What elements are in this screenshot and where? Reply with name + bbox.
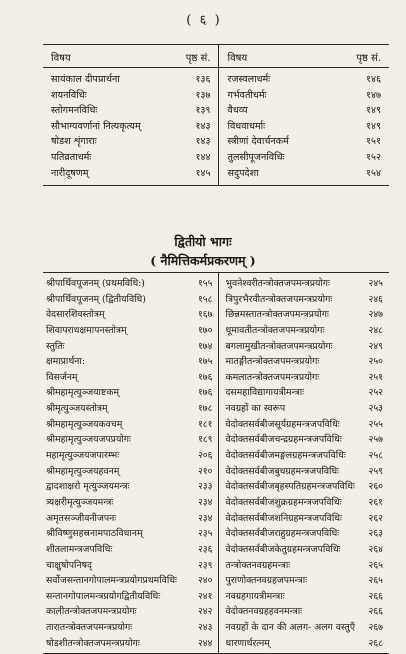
entry-page: १३६	[195, 74, 211, 85]
entry-title: छिन्नमस्तातन्त्रोक्तजपमन्त्रप्रयोगः	[225, 309, 329, 321]
entry-title: विधवाधर्माः	[227, 120, 266, 132]
entry-page: २४९	[368, 340, 383, 352]
index-entry	[43, 589, 218, 605]
entry-page: १५५	[197, 278, 213, 289]
entry-page: २४३	[197, 622, 213, 634]
index-entry	[43, 88, 218, 104]
entry-page: २३४	[197, 496, 213, 508]
entry-page: २५२	[368, 387, 383, 399]
entry-title: बगलामुखीतन्त्रोक्तजपमन्त्रप्रयोगः	[225, 340, 333, 352]
index-entry	[219, 589, 389, 605]
index-entry	[43, 542, 218, 558]
entry-title: वेदोक्तसर्वबीजबृहस्पतिग्रहमन्त्रजपविधिः	[225, 481, 355, 493]
entry-title: विसर्जनम्	[46, 371, 78, 383]
header-subject: विषय	[51, 53, 71, 64]
entry-page: १८९	[197, 434, 213, 446]
index-entry	[219, 119, 389, 135]
entry-page: २३६	[197, 543, 213, 555]
entry-title: त्र्यक्षरीमृत्युञ्जयमन्त्रः	[46, 496, 114, 508]
entry-page: २६२	[368, 512, 383, 524]
header-subject: विषय	[227, 53, 248, 64]
entry-title: वेदोक्तसर्वबीजशनिग्रहमन्त्रजपविधिः	[225, 512, 342, 524]
entry-page: १४९	[366, 105, 381, 117]
index-entry	[219, 323, 389, 339]
index-entry	[219, 620, 389, 636]
entry-page: २४४	[197, 637, 213, 649]
index-entry	[219, 339, 389, 355]
entry-title: नारीदूषणम्	[51, 167, 89, 179]
entry-page: २६६	[368, 606, 383, 618]
entry-title: धूमावतीतन्त्रोक्तजपमन्त्रप्रयोगः	[225, 324, 325, 336]
index-entry	[219, 604, 389, 620]
entry-title: श्रीमृत्युञ्जयस्तोत्रम्	[46, 403, 108, 415]
entry-page: २३९	[197, 559, 213, 571]
entry-page: १३९	[195, 105, 211, 117]
index-entry	[219, 150, 389, 166]
entry-page: १७६	[197, 387, 213, 399]
index-entry	[43, 448, 218, 464]
entry-title: कमलातन्त्रोक्तजपमन्त्रप्रयोगः	[225, 371, 320, 383]
entry-title: पतिव्रताधर्मः	[51, 151, 92, 163]
index-entry	[43, 417, 218, 433]
index-entry	[219, 479, 389, 495]
index-entry	[43, 604, 218, 620]
entry-page: १४३	[195, 136, 211, 148]
entry-title: श्रीमहामृत्युञ्जयजपप्रयोगः	[46, 434, 131, 446]
entry-title: वेदोक्तसर्वबीजचन्द्रग्रहमन्त्रजपविधिः	[225, 434, 342, 446]
entry-page: २४२	[197, 606, 213, 618]
index-entry	[219, 370, 389, 386]
entry-title: गर्भवतीधर्मः	[227, 89, 267, 101]
entry-title: वेदोक्तसर्वबीजकेतुग्रहमन्त्रजपविधिः	[225, 543, 341, 555]
index-entry	[43, 558, 218, 574]
entry-title: श्रीमहामृत्युञ्जयकवचम्	[46, 418, 123, 430]
index-entry	[219, 88, 389, 104]
index-entry	[43, 573, 218, 589]
index-entry	[219, 401, 389, 417]
index-entry	[219, 573, 389, 589]
entry-title: क्षमाप्रार्थना:	[46, 356, 85, 368]
index-entry	[219, 526, 389, 542]
entry-page: १५८	[197, 293, 213, 305]
entry-page: १४६	[366, 74, 381, 85]
index-entry	[43, 166, 218, 182]
index-entry	[219, 276, 389, 292]
entry-page: १६७	[197, 309, 213, 321]
entry-title: स्तुतिः	[46, 340, 65, 352]
section-title: द्वितीयो भागः	[174, 234, 232, 249]
header-page: पृष्ठ सं.	[356, 53, 381, 64]
entry-page: १७८	[197, 403, 213, 415]
entry-title: श्रीमहामृत्युञ्जयाष्टकम्	[46, 387, 120, 399]
page-number: ( ६ )	[186, 13, 220, 28]
entry-title: सदुपदेशा	[227, 167, 259, 179]
entry-title: मातङ्गीतन्त्रोक्तजपमन्त्रप्रयोगः	[225, 356, 320, 368]
index-entry	[219, 432, 389, 448]
entry-title: सन्तानगोपालमन्त्रप्रयोगद्वितीयविधिः	[46, 590, 161, 602]
index-entry	[219, 417, 389, 433]
index-entry	[43, 385, 218, 401]
entry-page: २५०	[368, 356, 383, 368]
entry-title: रजस्वलाधर्मः	[227, 74, 271, 85]
index-entry	[43, 620, 218, 636]
index-entry	[219, 292, 389, 308]
index-entry	[43, 479, 218, 495]
entry-title: नवग्रहों के दान की अलग- अलग वस्तुएँ	[225, 622, 355, 634]
index-entry	[43, 495, 218, 511]
index-entry	[219, 103, 389, 119]
entry-title: द्वादशाक्षरो मृत्युञ्जयमन्त्रः	[46, 481, 130, 493]
entry-title: धारणार्थरत्नम्	[225, 637, 270, 649]
entry-title: वेदोक्तसर्वबीजराहुग्रहमन्त्रजपविधिः	[225, 528, 340, 540]
entry-page: १४३	[195, 120, 211, 132]
index-entry	[43, 72, 218, 88]
entry-title: अमृतसञ्जीवनीजपनः	[46, 512, 117, 524]
entry-title: स्त्रीणां देवार्चनकर्म	[227, 136, 289, 148]
index-entry	[219, 558, 389, 574]
entry-title: षोडशीतन्त्रोक्तजपमन्त्रप्रयोगः	[46, 637, 140, 649]
entry-title: शयनविधिः	[51, 89, 87, 101]
entry-title: वेदसारशिवस्तोत्रम्	[46, 309, 105, 321]
entry-title: सर्वोजसन्तानगोपालमन्त्रप्रयोगप्रथमविधिः	[46, 575, 177, 587]
entry-page: २३५	[197, 528, 213, 540]
index-entry	[43, 432, 218, 448]
entry-title: श्रीमहामृत्युञ्जयहवनम्	[46, 465, 120, 477]
index-entry	[43, 150, 218, 166]
entry-title: महामृत्युञ्जयजपारम्भः	[46, 450, 120, 462]
entry-page: २४०	[197, 575, 213, 587]
entry-title: त्रिपुरभैरवीतन्त्रोक्तजपमन्त्रप्रयोगः	[225, 293, 333, 305]
index-entry	[219, 166, 389, 182]
index-entry	[43, 339, 218, 355]
index-entry	[219, 307, 389, 323]
index-entry	[43, 370, 218, 386]
index-table-top	[43, 44, 389, 186]
entry-title: वेदोक्तसर्वबीजसूर्यग्रहमन्त्रजपविधिः	[225, 418, 340, 430]
index-entry	[219, 511, 389, 527]
entry-title: नवग्रहगायत्रीमन्त्राः	[225, 590, 285, 602]
entry-title: सौभाग्यवर्णानां नित्यकृत्यम्	[51, 120, 141, 132]
entry-title: श्रीविष्णुसहस्रनामपाठविधानम्	[46, 528, 143, 540]
index-entry	[219, 354, 389, 370]
entry-title: तारातन्त्रोक्तजपमन्त्रप्रयोगः	[46, 622, 133, 634]
entry-title: स्तोगमनविधिः	[51, 105, 98, 117]
index-entry	[43, 464, 218, 480]
entry-page: २३४	[197, 512, 213, 524]
entry-page: २६५	[368, 559, 383, 571]
entry-page: १४७	[366, 89, 381, 101]
index-entry	[219, 636, 389, 652]
entry-page: १५४	[366, 167, 381, 179]
entry-page: २६५	[368, 575, 383, 587]
entry-page: २४६	[368, 293, 383, 305]
index-entry	[43, 401, 218, 417]
index-table-bottom	[43, 272, 389, 654]
entry-title: शीतलामन्त्रजपविधिः	[46, 543, 113, 555]
index-entry	[219, 542, 389, 558]
entry-title: कालीतन्त्रोक्तजपमन्त्रप्रयोगः	[46, 606, 137, 618]
section-subtitle: ( नैमित्तिकर्मप्रकरणम् )	[150, 253, 256, 268]
entry-page: १५२	[366, 151, 381, 163]
entry-title: वेदोक्तसर्वबीजमङ्गलग्रहमन्त्रजपविधिः	[225, 450, 346, 462]
entry-title: वेदोक्तनवग्रहहवनमन्त्राः	[225, 606, 303, 618]
index-entry	[219, 448, 389, 464]
entry-page: २४८	[368, 324, 383, 336]
entry-page: २५८	[368, 450, 383, 462]
index-entry	[43, 276, 218, 292]
entry-page: २६४	[368, 543, 383, 555]
index-column-left	[43, 68, 219, 185]
index-entry	[43, 307, 218, 323]
entry-title: वेदोक्तसर्वबीजबुधग्रहमन्त्रजपविधिः	[225, 465, 340, 477]
index-entry	[43, 119, 218, 135]
entry-page: २४७	[368, 309, 383, 321]
entry-page: १७६	[197, 371, 213, 383]
entry-page: १४९	[366, 120, 381, 132]
index-column-left	[43, 273, 219, 653]
entry-title: पुराणोक्तनवग्रहजपमन्त्राः	[225, 575, 308, 587]
index-column-right	[219, 68, 389, 185]
entry-page: २४५	[368, 278, 383, 289]
entry-page: २५७	[368, 434, 383, 446]
entry-page: २४१	[197, 590, 213, 602]
index-entry	[219, 464, 389, 480]
entry-page: २५३	[368, 403, 383, 415]
table-header	[43, 45, 389, 68]
index-entry	[43, 354, 218, 370]
entry-page: २६३	[368, 528, 383, 540]
entry-page: २५९	[368, 465, 383, 477]
index-entry	[43, 103, 218, 119]
index-entry	[219, 495, 389, 511]
index-entry	[219, 72, 389, 88]
entry-title: वेदोक्तसर्वबीजशुक्रग्रहमन्त्रजपविधिः	[225, 496, 342, 508]
entry-title: श्रीपार्थिवपूजनम् (द्वितीयविधि)	[46, 293, 146, 305]
entry-title: चाक्षुषोपनिषद्	[46, 559, 92, 571]
entry-title: सायंकाल दीपप्रार्थना	[51, 74, 120, 85]
entry-page: १७४	[197, 340, 213, 352]
index-entry	[43, 134, 218, 150]
index-entry	[43, 292, 218, 308]
entry-page: २५५	[368, 418, 383, 430]
entry-page: २६६	[368, 590, 383, 602]
entry-page: २६७	[368, 622, 383, 634]
header-page: पृष्ठ सं.	[185, 53, 211, 64]
index-entry	[219, 134, 389, 150]
entry-title: श्रीपार्थिवपूजनम् (प्रथमविधि:)	[46, 278, 145, 289]
entry-page: २१०	[197, 465, 213, 477]
entry-page: २५१	[368, 371, 383, 383]
entry-title: दसमहाविद्यागायत्रीमन्त्राः	[225, 387, 305, 399]
entry-title: नवग्रहों का स्वरूप	[225, 403, 286, 415]
index-entry	[43, 636, 218, 652]
entry-page: १७५	[197, 356, 213, 368]
entry-page: २६८	[368, 637, 383, 649]
entry-title: तुलसीपूजनविधिः	[227, 151, 285, 163]
entry-title: तन्त्रोक्तनवग्रहमन्त्राः	[225, 559, 291, 571]
entry-title: भुवनेश्वरीतन्त्रोक्तजपमन्त्रप्रयोगः	[225, 278, 330, 289]
entry-title: शिवापराधक्षमापनस्तोत्रम्	[46, 324, 127, 336]
entry-title: वैधव्य	[227, 105, 248, 117]
entry-page: २६१	[368, 496, 383, 508]
entry-page: १५१	[366, 136, 381, 148]
entry-page: १३७	[195, 89, 211, 101]
index-entry	[43, 323, 218, 339]
entry-page: १७०	[197, 324, 213, 336]
entry-title: षोडश शृंगाराः	[51, 136, 97, 148]
entry-page: १४४	[195, 151, 211, 163]
index-entry	[219, 385, 389, 401]
entry-page: २०६	[197, 450, 213, 462]
index-column-right	[219, 273, 389, 653]
entry-page: १८१	[197, 418, 213, 430]
index-entry	[43, 526, 218, 542]
index-entry	[43, 511, 218, 527]
entry-page: २३३	[197, 481, 213, 493]
entry-page: २६०	[368, 481, 383, 493]
entry-page: १४५	[195, 167, 211, 179]
